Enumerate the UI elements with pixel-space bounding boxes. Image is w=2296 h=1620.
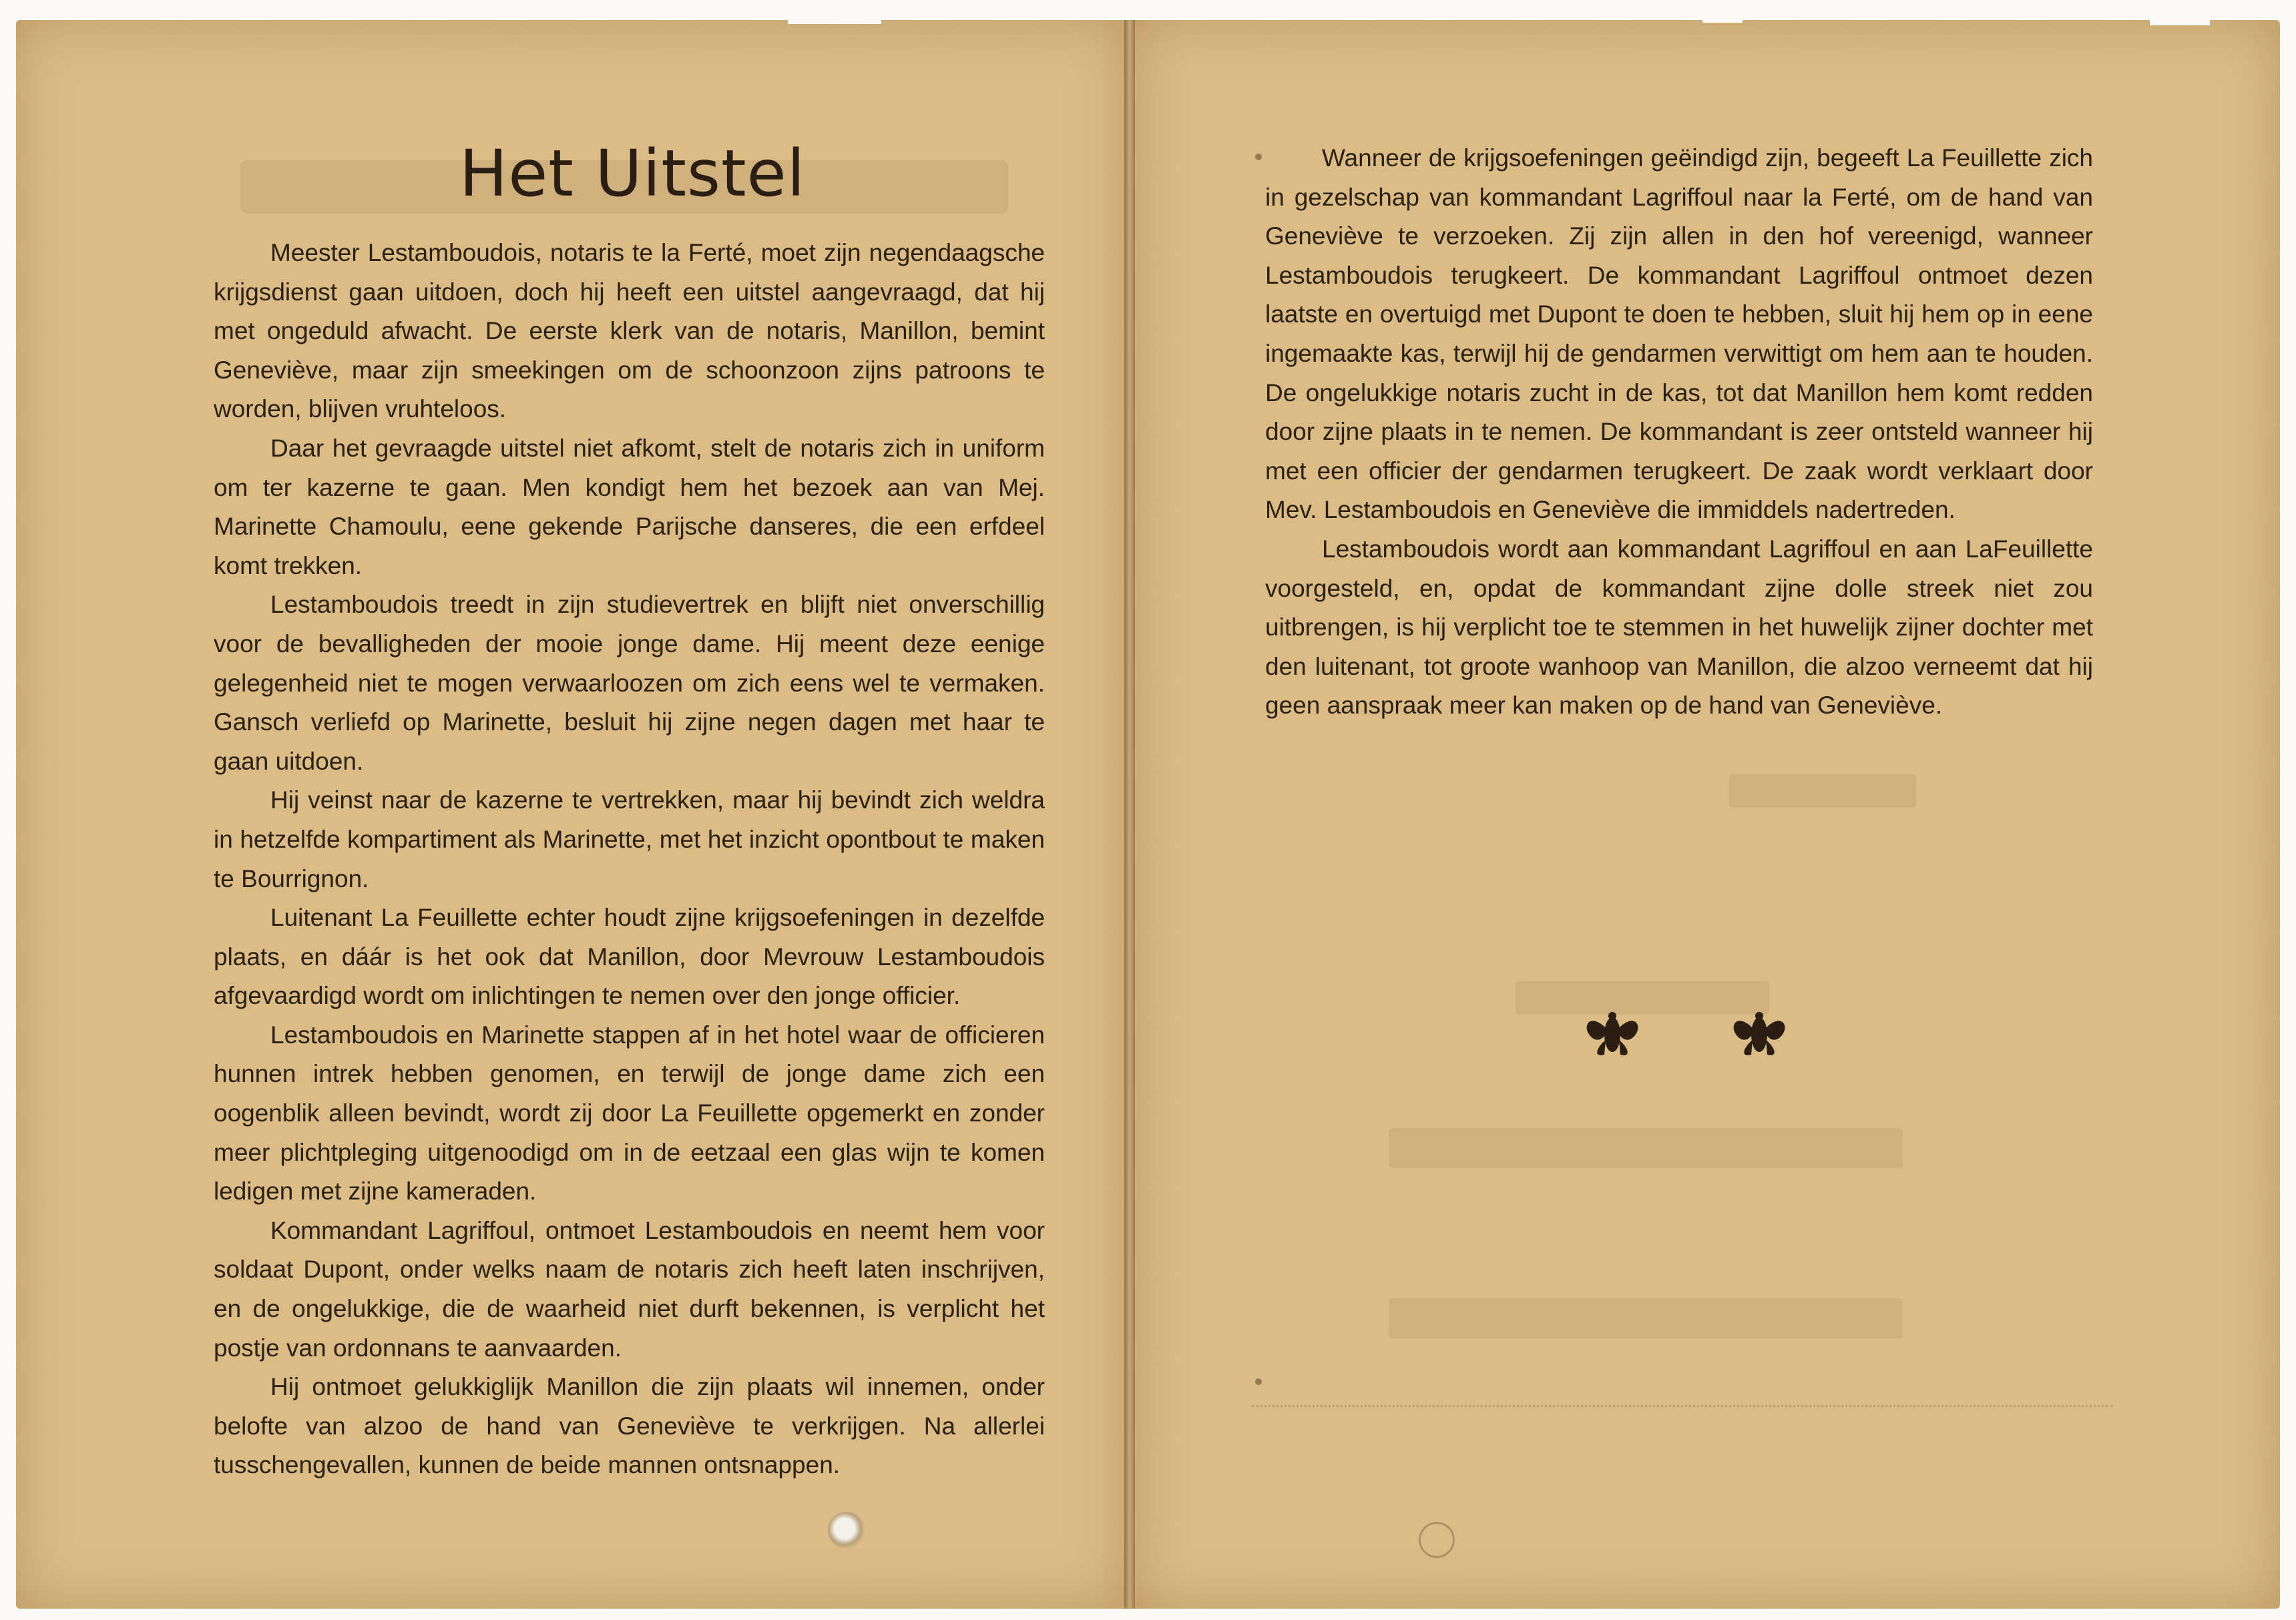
paragraph: Daar het gevraagde uitstel niet afkomt, stelt de notaris zich in uniform om ter kazerne te gaan. Men kondigt hem het bezoek aan van Mej. Marinette Chamoulu, eene gekende Parijsche danseres, die een erfdeel komt trekken. [214,434,1045,579]
torn-edge [2150,0,2210,25]
bee-ornament-icon [1726,1008,1793,1061]
binding-hole [828,1512,865,1549]
bleed-through-mark [1389,1121,1903,1186]
paragraph: Lestamboudois wordt aan kommandant Lagriffoul en aan LaFeuillette voorgesteld, en, opdat de kommandant zijne dolle streek niet zou uitbrengen, is hij verplicht toe te stemmen in het huwelijk zijner dochter met den luitenant, tot groote wanhoop van Manillon, die alzoo verneemt dat hij geen aanspraak meer kan maken op de hand van Geneviève. [1265,535,2093,720]
bleed-through-mark [1729,768,1916,826]
paragraph: Hij ontmoet gelukkiglijk Manillon die zijn plaats wil innemen, onder belofte van alzoo de hand van Geneviève te verkrijgen. Na allerlei tusschengevallen, kunnen de beide mannen ontsnappen. [214,1373,1045,1479]
bee-ornament-icon [1579,1008,1646,1061]
paragraph: Hij veinst naar de kazerne te vertrekken, maar hij bevindt zich weldra in hetzelfde kompartiment als Marinette, met het inzicht opontbout te maken te Bourrignon. [214,786,1045,892]
paragraph: Meester Lestamboudois, notaris te la Ferté, moet zijn negendaagsche krijgsdienst gaan uitdoen, doch hij heeft een uitstel aangevraagd, dat hij met ongeduld afwacht. De eerste klerk van de notaris, Manillon, bemint Geneviève, maar zijn smeekingen om de schoonzoon zijns patroons te worden, blijven vruhteloos. [214,239,1045,423]
right-text-column [1265,139,2093,726]
torn-edge [788,0,881,24]
book-spine [1124,20,1135,1609]
paragraph: Kommandant Lagriffoul, ontmoet Lestamboudois en neemt hem voor soldaat Dupont, onder welks naam de notaris zich heeft laten inschrijven, en de ongelukkige, die de waarheid niet durft bekennen, is verplicht het postje van ordonnans te aanvaarden. [214,1216,1045,1362]
torn-edge [1702,0,1743,23]
ink-speck [1255,154,1262,160]
faint-rule [1252,1405,2113,1411]
paragraph: Lestamboudois treedt in zijn studievertrek en blijft niet onverschillig voor de bevalligheden der mooie jonge dame. Hij meent deze eenige gelegenheid niet te mogen verwaarloozen om zich eens wel te vermaken. Gansch verliefd op Marinette, besluit hij zijne negen dagen met haar te gaan uitdoen. [214,591,1045,775]
bleed-through-mark [1389,1292,1903,1356]
left-text-column [214,234,1045,1485]
document-title: Het Uitstel [459,136,806,211]
paragraph: Wanneer de krijgsoefeningen geëindigd zijn, begeeft La Feuillette zich in gezelschap van kommandant Lagriffoul naar la Ferté, om de hand van Geneviève te verzoeken. Zij zijn allen in den hof vereenigd, wanneer Lestamboudois terugkeert. De kommandant Lagriffoul ontmoet dezen laatste en overtuigd met Dupont te doen te hebben, sluit hij hem op in eene ingemaakte kas, terwijl hij de gendarmen verwittigt om hem aan te houden. De ongelukkige notaris zucht in de kas, tot dat Manillon hem komt redden door zijne plaats in te nemen. De kommandant is zeer ontsteld wanneer hij met een officier der gendarmen terugkeert. De zaak wordt verklaart door Mev. Lestamboudois en Geneviève die immiddels nadertreden. [1265,144,2093,524]
binding-hole [1419,1522,1455,1558]
ink-speck [1255,1378,1262,1385]
paragraph: Lestamboudois en Marinette stappen af in het hotel waar de officieren hunnen intrek hebben genomen, en terwijl de jonge dame zich een oogenblik alleen bevindt, wordt zij door La Feuillette opgemerkt en zonder meer plichtpleging uitgenoodigd om in de eetzaal een glas wijn te komen ledigen met zijne kameraden. [214,1021,1045,1205]
paragraph: Luitenant La Feuillette echter houdt zijne krijgsoefeningen in dezelfde plaats, en dáár is het ook dat Manillon, door Mevrouw Lestamboudois afgevaardigd wordt om inlichtingen te nemen over den jonge officier. [214,904,1045,1010]
